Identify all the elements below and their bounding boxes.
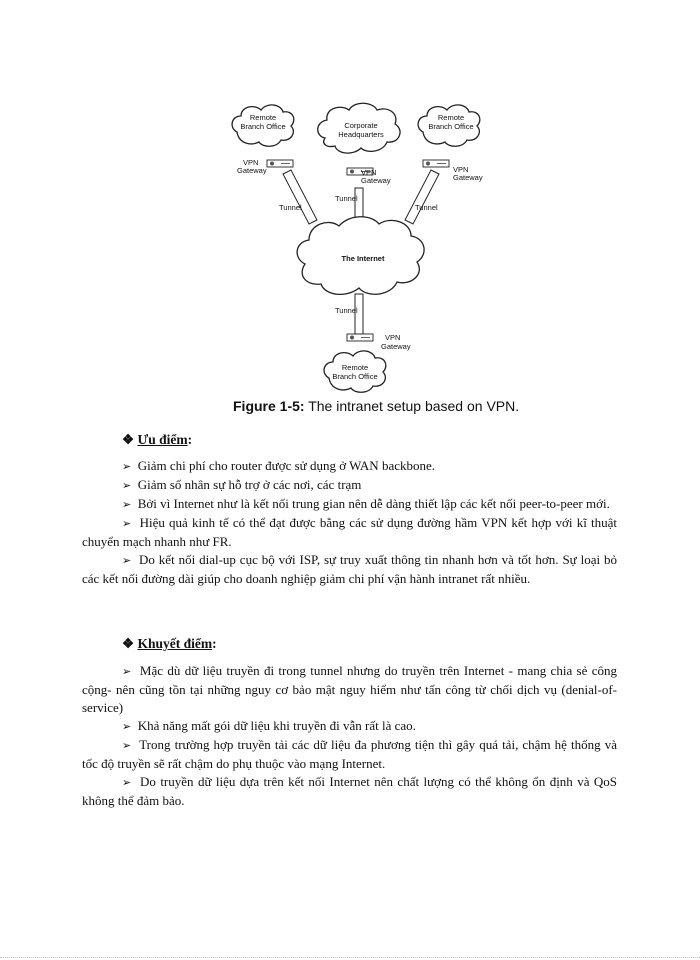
figure-caption-number: Figure 1-5: xyxy=(233,398,305,414)
tunnel-right xyxy=(405,170,439,224)
arrow-bullet-icon: ➢ xyxy=(122,480,132,492)
figure-caption-text: The intranet setup based on VPN. xyxy=(304,398,520,414)
tunnel-right-label: Tunnel xyxy=(415,203,438,212)
internet-label: The Internet xyxy=(341,254,385,263)
tunnel-center-label: Tunnel xyxy=(335,194,358,203)
gateway-bottom-label-1: VPN xyxy=(385,333,401,342)
arrow-bullet-icon: ➢ xyxy=(122,555,132,567)
gateway-left-label-2: Gateway xyxy=(237,166,267,175)
cloud-remote-left xyxy=(232,105,294,146)
advantages-heading: ❖ Ưu điểm: xyxy=(122,432,193,447)
list-item: ➢ Giảm số nhân sự hỗ trợ ở các nơi, các trạm xyxy=(122,477,362,492)
list-item: ➢ Trong trường hợp truyền tải các dữ liệu đa phương tiện thì gây quá tải, chậm hệ thống và tốc độ truyền sẽ rất chậm do phụ thuộc vào mạng Internet. xyxy=(82,737,618,771)
arrow-bullet-icon: ➢ xyxy=(122,666,132,678)
list-item: ➢ Khả năng mất gói dữ liệu khi truyền đi vẫn rất là cao. xyxy=(122,718,416,733)
cloud-internet xyxy=(297,217,424,295)
remote-right-label-2: Branch Office xyxy=(428,122,474,131)
tunnel-left-label: Tunnel xyxy=(279,203,302,212)
tunnel-bottom-label: Tunnel xyxy=(335,306,358,315)
cloud-remote-bottom xyxy=(324,351,386,392)
figure-caption xyxy=(233,398,519,414)
list-item: ➢ Do kết nối dial-up cục bộ với ISP, sự truy xuất thông tin nhanh hơn và tốt hơn. Sự loại bỏ các kết nối đường dài giúp cho doanh nghiệp giảm chi phí vận hành intranet rất nhiều. xyxy=(82,552,618,586)
remote-left-label-1: Remote xyxy=(249,113,277,122)
remote-bottom-label-1: Remote xyxy=(341,363,369,372)
gateway-bottom xyxy=(347,333,411,351)
advantages-list xyxy=(82,457,617,588)
vpn-intranet-diagram xyxy=(225,98,495,400)
remote-right-label-1: Remote xyxy=(437,113,465,122)
list-item: ➢ Giảm chi phí cho router được sử dụng ở WAN backbone. xyxy=(122,458,436,473)
gateway-right-label-2: Gateway xyxy=(453,173,483,182)
list-item: ➢ Hiệu quả kinh tế có thể đạt được bằng các sử dụng đường hầm VPN kết hợp với kĩ thuật chuyển mạch nhanh như FR. xyxy=(82,515,617,549)
remote-left-label-2: Branch Office xyxy=(240,122,286,131)
corporate-label-2: Headquarters xyxy=(338,130,384,139)
gateway-right-label-1: VPN xyxy=(453,165,469,174)
diamond-bullet-icon: ❖ xyxy=(122,636,135,651)
cloud-remote-right xyxy=(418,105,480,146)
arrow-bullet-icon: ➢ xyxy=(122,721,132,733)
diamond-bullet-icon: ❖ xyxy=(122,432,135,447)
arrow-bullet-icon: ➢ xyxy=(122,461,132,473)
remote-bottom-label-2: Branch Office xyxy=(332,372,378,381)
corporate-label-1: Corporate xyxy=(344,121,378,130)
arrow-bullet-icon: ➢ xyxy=(122,740,132,752)
gateway-center-label-2: Gateway xyxy=(361,176,391,185)
cloud-corporate xyxy=(318,103,400,153)
disadvantages-list xyxy=(82,662,617,810)
list-item: ➢ Bởi vì Internet như là kết nối trung gian nên dễ dàng thiết lập các kết nối peer-to-peer mới. xyxy=(122,496,610,511)
list-item: ➢ Do truyền dữ liệu dựa trên kết nối Internet nên chất lượng có thể không ổn định và QoS không thể đảm bảo. xyxy=(82,774,618,808)
tunnel-left xyxy=(283,170,317,224)
list-item: ➢ Mặc dù dữ liệu truyền đi trong tunnel nhưng do truyền trên Internet - mang chia sẻ công cộng- nên cũng tồn tại những nguy cơ bảo mật nguy hiểm như tấn công từ chối dịch vụ (denial-of-service) xyxy=(82,663,617,715)
gateway-center xyxy=(347,168,391,185)
gateway-bottom-label-2: Gateway xyxy=(381,342,411,351)
arrow-bullet-icon: ➢ xyxy=(122,777,132,789)
page-bottom-divider xyxy=(0,957,700,958)
arrow-bullet-icon: ➢ xyxy=(122,518,132,530)
gateway-left xyxy=(237,158,293,175)
gateway-left-label-1: VPN xyxy=(243,158,259,167)
disadvantages-heading: ❖ Khuyết điểm: xyxy=(122,636,217,651)
arrow-bullet-icon: ➢ xyxy=(122,499,132,511)
gateway-center-label-1: VPN xyxy=(361,168,377,177)
